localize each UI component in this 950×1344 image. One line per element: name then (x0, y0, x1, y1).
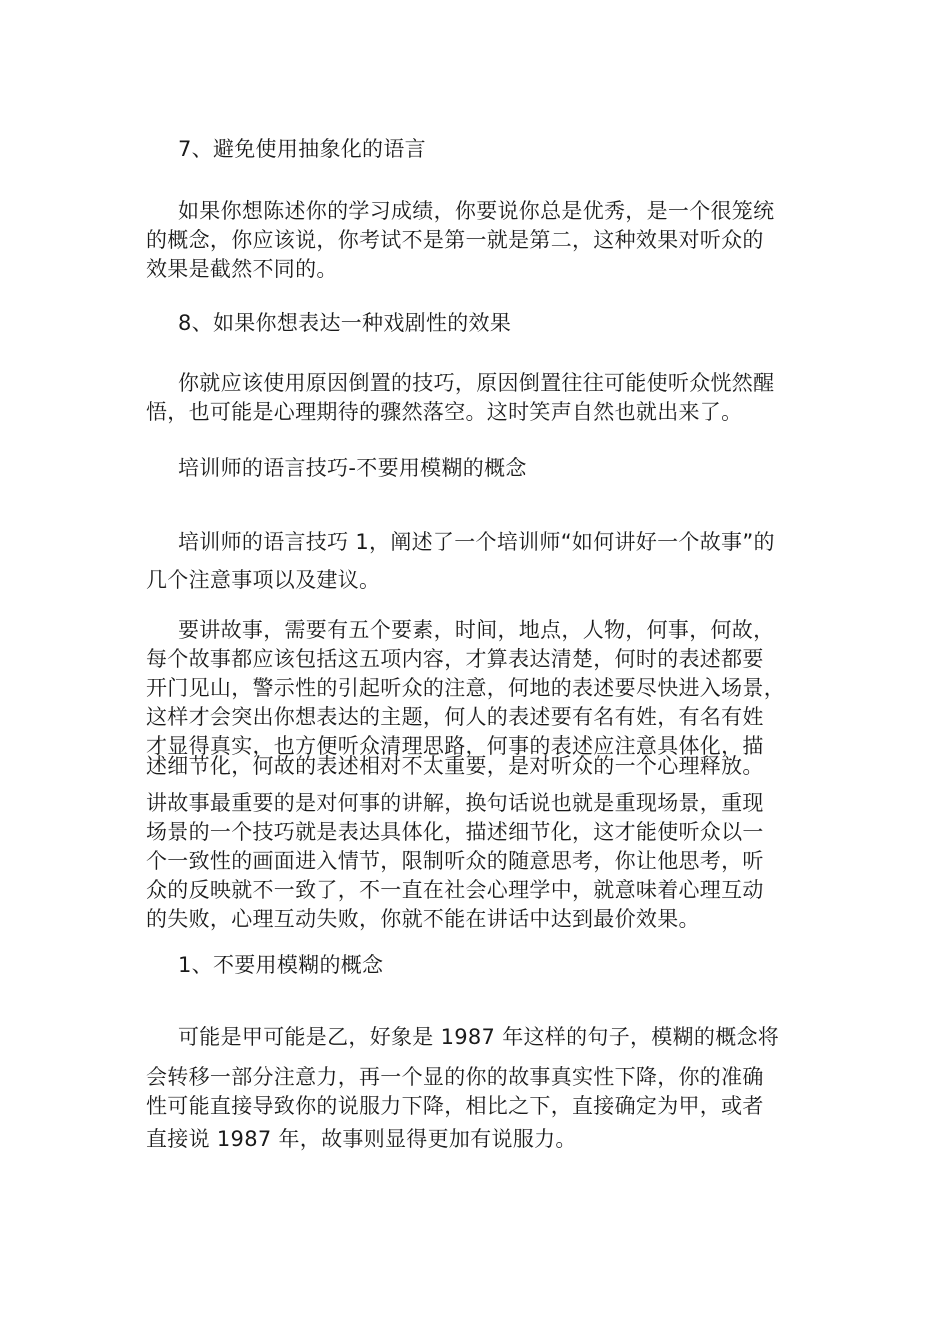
paragraph-line: 每个故事都应该包括这五项内容，才算表达清楚，何时的表述都要 (146, 647, 764, 671)
paragraph-vague-example-middle (146, 1063, 806, 1121)
paragraph-line: 的概念，你应该说，你考试不是第一就是第二，这种效果对听众的 (146, 228, 764, 252)
paragraph-line: 培训师的语言技巧 1，阐述了一个培训师“如何讲好一个故事”的 (178, 530, 775, 554)
paragraph-line: 会转移一部分注意力，再一个显的你的故事真实性下降，你的准确 (146, 1065, 764, 1089)
heading-no-vague-concepts (146, 951, 838, 980)
paragraph-line: 你就应该使用原因倒置的技巧，原因倒置往往可能使听众恍然醒 (178, 371, 775, 395)
paragraph-five-elements-end (146, 752, 806, 781)
heading-text: 1、不要用模糊的概念 (178, 953, 384, 977)
heading-text: 7、避免使用抽象化的语言 (178, 137, 426, 161)
paragraph-vague-example-line-1 (146, 1023, 806, 1052)
paragraph-intro-line-2 (146, 566, 806, 595)
paragraph-line: 可能是甲可能是乙，好象是 1987 年这样的句子，模糊的概念将 (178, 1025, 780, 1049)
paragraph-line: 直接说 1987 年，故事则显得更加有说服力。 (146, 1127, 577, 1151)
paragraph-line: 悟，也可能是心理期待的骤然落空。这时笑声自然也就出来了。 (146, 400, 743, 424)
paragraph-line: 个一致性的画面进入情节，限制听众的随意思考，你让他思考，听 (146, 849, 764, 873)
paragraph-line: 如果你想陈述你的学习成绩，你要说你总是优秀，是一个很笼统 (178, 199, 775, 223)
paragraph-line: 才显得真实，也方便听众清理思路，何事的表述应注意具体化，描 (146, 734, 764, 758)
paragraph-line: 效果是截然不同的。 (146, 257, 338, 281)
paragraph-line: 众的反映就不一致了，不一直在社会心理学中，就意味着心理互动 (146, 878, 764, 902)
paragraph-reverse-cause (146, 369, 806, 427)
paragraph-vague-example-last (146, 1125, 806, 1154)
paragraph-line: 的失败，心理互动失败，你就不能在讲话中达到最价效果。 (146, 907, 700, 931)
paragraph-line: 这样才会突出你想表达的主题，何人的表述要有名有姓，有名有姓 (146, 705, 764, 729)
section-title (146, 454, 838, 483)
paragraph-five-elements (146, 616, 806, 761)
heading-avoid-abstract-language (146, 135, 838, 164)
paragraph-intro-line-1 (146, 528, 806, 557)
paragraph-scene-reproduction (146, 789, 806, 934)
paragraph-line: 要讲故事，需要有五个要素，时间，地点，人物，何事，何故， (178, 618, 775, 642)
paragraph-abstract-example (146, 197, 806, 284)
paragraph-line: 开门见山，警示性的引起听众的注意，何地的表述要尽快进入场景， (146, 676, 785, 700)
heading-text: 8、如果你想表达一种戏剧性的效果 (178, 311, 512, 335)
section-title-text: 培训师的语言技巧-不要用模糊的概念 (178, 456, 527, 480)
paragraph-line: 性可能直接导致你的说服力下降，相比之下，直接确定为甲，或者 (146, 1094, 764, 1118)
paragraph-line: 场景的一个技巧就是表达具体化，描述细节化，这才能使听众以一 (146, 820, 764, 844)
paragraph-line: 述细节化，何故的表述相对不太重要，是对听众的一个心理释放。 (146, 754, 764, 778)
paragraph-line: 几个注意事项以及建议。 (146, 568, 381, 592)
heading-dramatic-effect (146, 309, 838, 338)
paragraph-line: 讲故事最重要的是对何事的讲解，换句话说也就是重现场景，重现 (146, 791, 764, 815)
